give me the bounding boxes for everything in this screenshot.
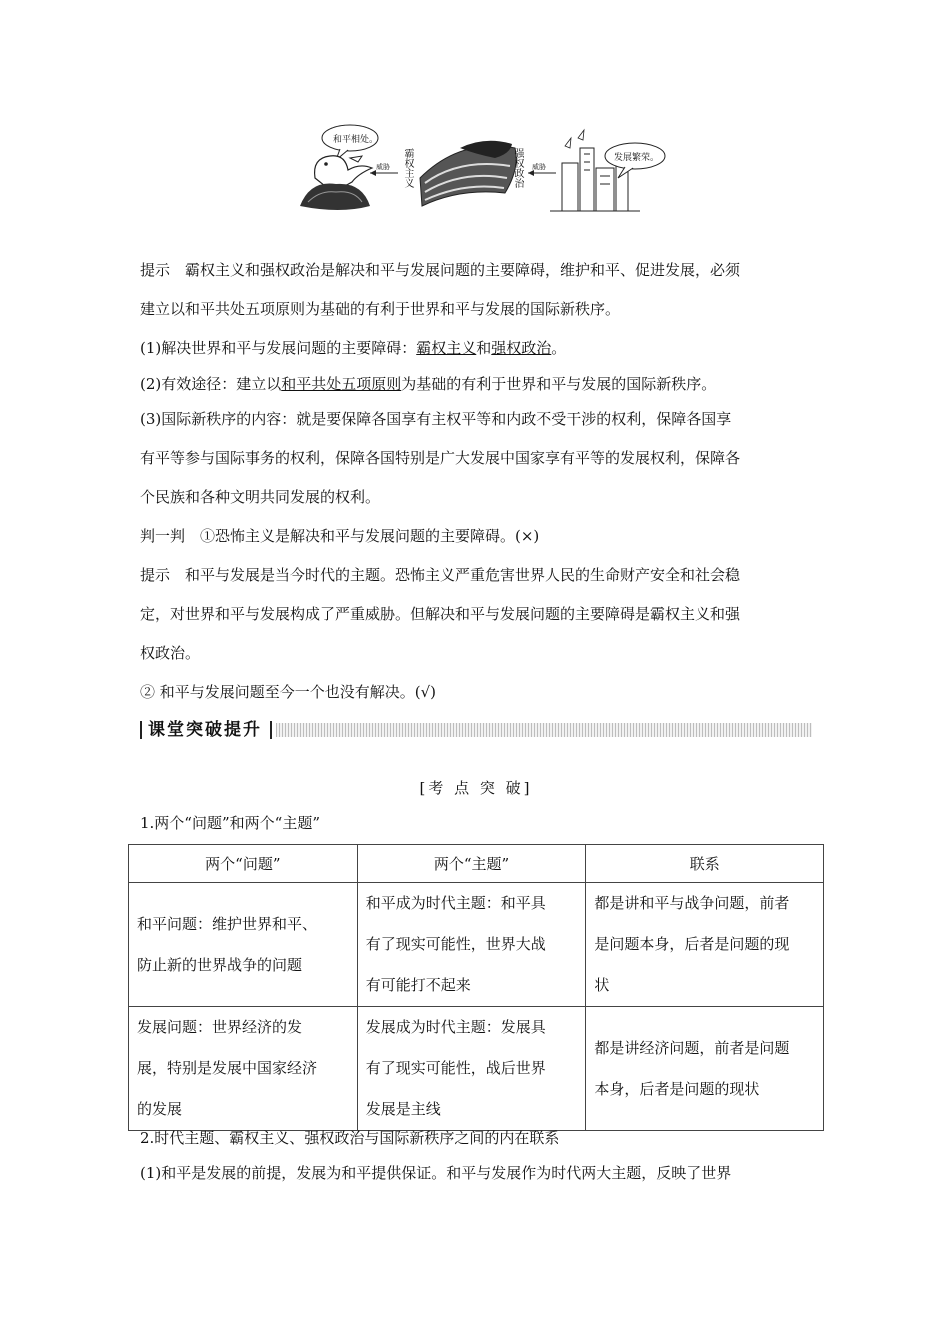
table-header-row (129, 845, 824, 883)
left-bubble-text: 和平相处。 (333, 135, 379, 145)
cell-line: 发展是主线 (365, 1100, 441, 1118)
item1-underline-hegemony: 霸权主义 (416, 339, 477, 357)
section-banner (140, 718, 812, 742)
cell-line: 的发展 (137, 1100, 183, 1118)
cell-line: 发展成为时代主题：发展具 (365, 1018, 546, 1036)
point1-title: 1.两个“问题”和两个“主题” (140, 814, 320, 832)
header-themes: 两个“主题” (357, 845, 586, 883)
hint2-line2: 定，对世界和平与发展构成了严重威胁。但解决和平与发展问题的主要障碍是霸权主义和强 (140, 605, 741, 623)
item1-mid: 和 (476, 339, 492, 357)
item3-line2: 有平等参与国际事务的权利，保障各国特别是广大发展中国家享有平等的发展权利，保障各 (140, 449, 741, 467)
banner-hatch (276, 723, 812, 737)
cell-line: 发展问题：世界经济的发 (137, 1018, 303, 1036)
judge2-line: ② 和平与发展问题至今一个也没有解决。(√) (140, 683, 437, 701)
table-cell (129, 883, 358, 1007)
threat-right-label: 威胁 (532, 163, 546, 171)
judge-line1: 判一判 ①恐怖主义是解决和平与发展问题的主要障碍。(×) (140, 527, 540, 545)
cell-line: 有可能打不起来 (365, 976, 471, 994)
item1-prefix: (1)解决世界和平与发展问题的主要障碍： (140, 339, 417, 357)
banner-label: 课堂突破提升 (148, 720, 262, 740)
item1-line (140, 338, 820, 358)
table-cell (586, 1007, 824, 1131)
item2-line (140, 374, 820, 394)
right-bubble-text: 发展繁荣。 (614, 153, 660, 163)
item2-underline-principles: 和平共处五项原则 (281, 375, 402, 393)
item2-suffix: 为基础的有利于世界和平与发展的国际新秩序。 (401, 375, 717, 393)
hegemony-label: 霸权主义 (402, 148, 413, 188)
hint1-line2: 建立以和平共处五项原则为基础的有利于世界和平与发展的国际新秩序。 (140, 300, 621, 318)
point2-title: 2.时代主题、霸权主义、强权政治与国际新秩序之间的内在联系 (140, 1129, 560, 1147)
power-politics-label: 强权政治 (512, 148, 523, 188)
cell-line: 有了现实可能性，世界大战 (365, 935, 546, 953)
banner-bar-left (140, 721, 142, 739)
table-cell (357, 883, 586, 1007)
item1-suffix: 。 (551, 339, 567, 357)
table-cell (129, 1007, 358, 1131)
hint2-line3: 权政治。 (140, 644, 201, 662)
point2-line1: (1)和平是发展的前提，发展为和平提供保证。和平与发展作为时代两大主题，反映了世界 (140, 1164, 732, 1182)
table-cell (357, 1007, 586, 1131)
hint2-line1: 提示 和平与发展是当今时代的主题。恐怖主义严重危害世界人民的生命财产安全和社会稳 (140, 566, 741, 584)
item1-underline-power: 强权政治 (491, 339, 552, 357)
table-row (129, 1007, 824, 1131)
cartoon-illustration (300, 118, 670, 218)
item3-line3: 个民族和各种文明共同发展的权利。 (140, 488, 381, 506)
cell-line: 都是讲和平与战争问题，前者 (594, 894, 790, 912)
cell-line: 防止新的世界战争的问题 (137, 955, 303, 974)
cell-line: 状 (594, 976, 610, 994)
table-row (129, 883, 824, 1007)
threat-left-label: 威胁 (376, 163, 390, 171)
comparison-table (128, 844, 824, 1131)
cell-line: 展，特别是发展中国家经济 (137, 1059, 318, 1077)
header-problems: 两个“问题” (129, 845, 358, 883)
cell-line: 本身，后者是问题的现状 (594, 1079, 760, 1098)
hint1-line1: 提示 霸权主义和强权政治是解决和平与发展问题的主要障碍，维护和平、促进发展，必须 (140, 261, 741, 279)
item2-prefix: (2)有效途径：建立以 (140, 375, 282, 393)
cell-line: 是问题本身，后者是问题的现 (594, 935, 790, 953)
banner-bar-right (270, 721, 272, 739)
cell-line: 有了现实可能性，战后世界 (365, 1059, 546, 1077)
header-relation: 联系 (586, 845, 824, 883)
table-cell (586, 883, 824, 1007)
cell-line: 都是讲经济问题，前者是问题 (594, 1038, 790, 1057)
subsection-title: [考 点 突 破] (419, 779, 533, 797)
item3-line1: (3)国际新秩序的内容：就是要保障各国享有主权平等和内政不受干涉的权利，保障各国享 (140, 410, 732, 428)
cell-line: 和平问题：维护世界和平、 (137, 914, 318, 933)
cell-line: 和平成为时代主题：和平具 (365, 894, 546, 912)
